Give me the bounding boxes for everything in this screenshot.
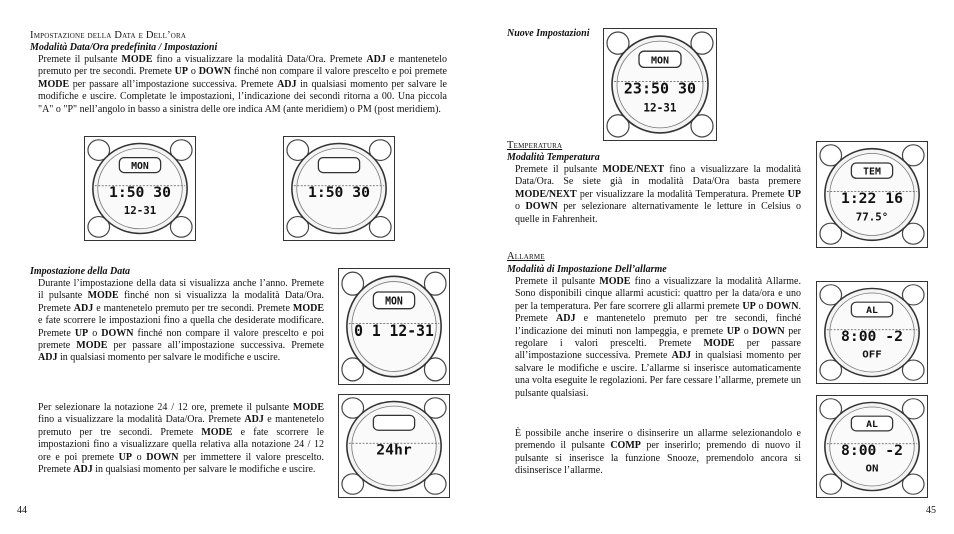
paragraph-date-setting [38, 278, 324, 365]
bold-term: MODE [599, 276, 631, 287]
bold-term: UP [787, 188, 801, 200]
bold-term: UP [726, 325, 741, 337]
watch-main-digits: 23:50 30 [623, 79, 697, 98]
bold-term: MODE/NEXT [602, 164, 665, 175]
text-run: per passare all’impostazione successiva. Premete [515, 338, 801, 362]
paragraph-24-12-notation [38, 402, 324, 476]
watch-bottom-digits: ON [865, 462, 879, 475]
bold-term: DOWN [752, 325, 785, 337]
watch-main-digits: 24hr [376, 442, 412, 459]
right-page [477, 0, 954, 534]
watch-main-digits: 1:50 30 [108, 185, 172, 201]
watch-image-alarm-off [816, 281, 928, 384]
paragraph-alarm-snooze [515, 428, 801, 478]
text-run: Premete il pulsante [38, 54, 122, 65]
watch-face-icon [339, 395, 449, 497]
text-run: per passare all’impostazione successiva. Premete [107, 340, 324, 352]
bold-term: ADJ [556, 313, 576, 325]
watch-face-icon [817, 396, 927, 497]
bold-term: UP [742, 300, 756, 312]
text-run: e mantenetelo premuto per tre secondi. Premete [38, 414, 324, 438]
watch-bottom-digits: OFF [862, 348, 882, 361]
text-run: fino a visualizzare la modalità Allarme. Sono disponibili cinque allarmi acustici: quattro per la data/ora e uno per la temperatura. Per fare scorrere gli allarmi premete [515, 276, 801, 312]
section-title-date-time: Impostazione della Data e Dell’ora [30, 30, 187, 41]
subsection-date-setting: Impostazione della Data [30, 266, 131, 277]
text-run: per regolare i valori prescelti. Premete [515, 325, 801, 350]
watch-main-digits: 1:22 16 [840, 191, 904, 208]
watch-face-icon [85, 137, 195, 240]
subsection-new-settings: Nuove Impostazioni [507, 28, 590, 39]
bold-term: MODE [38, 78, 70, 90]
bold-term: DOWN [198, 66, 231, 78]
bold-term: MODE [121, 54, 153, 65]
watch-image-24hr [338, 394, 450, 498]
text-run: e mantenetelo premuto per tre secondi, finché l’indicazione dei minuti non lampeggia, e premete [515, 313, 802, 337]
text-run: e mantenetelo premuto per tre secondi. Premete [93, 302, 293, 314]
bold-term: DOWN [525, 201, 558, 213]
section-title-temperature: Temperatura [507, 140, 563, 151]
text-run: Premete il pulsante [515, 276, 600, 287]
bold-term: MODE [87, 290, 119, 302]
watch-image-date [338, 268, 450, 385]
watch-image-time-blank [283, 136, 395, 241]
watch-face-icon [339, 269, 449, 384]
bold-term: UP [174, 66, 189, 78]
watch-bottom-digits: 77.5° [855, 210, 889, 224]
text-run: Per selezionare la notazione 24 / 12 ore, premete il pulsante [38, 402, 293, 413]
watch-face-icon [817, 282, 927, 383]
text-run: o [88, 327, 102, 339]
section-title-alarm: Allarme [507, 251, 545, 262]
text-run: finché non compare il valore prescelto e poi premete [38, 327, 325, 352]
paragraph-alarm [515, 276, 801, 400]
text-run: per visualizzare la modalità Temperatura. Premete [576, 188, 788, 200]
watch-image-alarm-on [816, 395, 928, 498]
text-run: . Premete [515, 300, 801, 325]
bold-term: DOWN [146, 451, 179, 463]
watch-top-label: MON [385, 296, 403, 308]
text-run: per immettere il valore prescelto. Premete [38, 451, 324, 476]
text-run: e fate scorrere le impostazioni fino a visualizzare quella relativa alla notazione 24 / 12 ore e poi premete [38, 426, 324, 463]
watch-top-label: MON [131, 161, 149, 172]
bold-term: ADJ [73, 464, 93, 476]
subsection-alarm-mode: Modalità di Impostazione Dell’allarme [507, 264, 667, 275]
watch-face-icon [284, 137, 394, 240]
text-run: finché non si visualizza la modalità Data/Ora. Premete [38, 290, 324, 314]
bold-term: ADJ [671, 350, 692, 362]
text-run: fino a visualizzare la modalità Data/Ora. Se siete già in modalità Data/Ora basta premere [515, 164, 801, 188]
bold-term: ADJ [277, 78, 297, 90]
text-run: in qualsiasi momento per salvare le modifiche e uscire. Completate le impostazioni, l’indicazione dei secondi ritorna a 00. Una piccola "A" o "P" nell’angolo in basso a sinistra delle ore indica AM (ante meridiem) o PM (post meridiem). [38, 78, 447, 115]
watch-top-label: MON [650, 55, 670, 67]
bold-term: ADJ [366, 54, 386, 65]
watch-main-digits: 8:00 -2 [840, 329, 904, 345]
watch-top-label: AL [866, 419, 878, 431]
bold-term: MODE [703, 338, 735, 350]
text-run: o [755, 300, 767, 312]
subsection-default-mode: Modalità Data/Ora predefinita / Impostazioni [30, 42, 218, 53]
paragraph-default-mode [38, 54, 447, 116]
text-run: o [132, 451, 147, 463]
watch-image-temperature [816, 141, 928, 248]
watch-top-label: TEM [863, 166, 881, 178]
paragraph-temperature [515, 164, 801, 226]
bold-term: ADJ [38, 352, 58, 364]
watch-top-label: AL [866, 305, 878, 317]
text-run: in qualsiasi momento per salvare le modifiche e uscire. L’allarme si inserisce automaticamente una volta eseguite le regolazioni. Per fare cessare l’allarme, premete un pulsante qualsiasi. [515, 350, 801, 399]
text-run: fino a visualizzare la modalità Data/Ora. Premete [152, 54, 367, 65]
text-run: finché non compare il valore prescelto e poi premete [230, 66, 447, 78]
watch-bottom-digits: 12-31 [123, 204, 157, 217]
bold-term: DOWN [766, 300, 799, 312]
text-run: per selezionare alternativamente le letture in Celsius o quelle in Fahrenheit. [515, 201, 802, 225]
text-run: o [740, 325, 753, 337]
watch-face-icon [817, 142, 927, 247]
text-run: in qualsiasi momento per salvare le modifiche e uscire. [92, 464, 316, 476]
text-run: per inserirlo; premendo di nuovo il pulsante si inserisce la funzione Snooze, premendolo ancora si disinserisce l’allarme. [515, 440, 801, 477]
watch-main-digits: 0 1 12-31 [354, 321, 434, 341]
bold-term: ADJ [244, 414, 264, 426]
watch-main-digits: 8:00 -2 [840, 443, 904, 459]
bold-term: UP [118, 451, 132, 463]
text-run: È possibile anche inserire o disinserire un allarme selezionandolo e premendo il pulsante [515, 428, 801, 452]
text-run: o [515, 201, 526, 213]
bold-term: ADJ [73, 302, 94, 314]
watch-image-date-time [84, 136, 196, 241]
bold-term: MODE [292, 302, 325, 314]
watch-image-new-settings [603, 28, 717, 141]
text-run: o [188, 66, 199, 78]
text-run: Durante l’impostazione della data si visualizza anche l’anno. Premete il pulsante [38, 278, 324, 302]
text-run: in qualsiasi momento per salvare le modifiche e uscire. [57, 352, 281, 364]
bold-term: MODE [201, 426, 233, 438]
page-number-right: 45 [926, 505, 936, 516]
bold-term: MODE [76, 340, 108, 352]
subsection-temperature-mode: Modalità Temperatura [507, 152, 600, 163]
bold-term: COMP [610, 440, 641, 452]
bold-term: MODE [292, 402, 324, 413]
watch-bottom-digits: 12-31 [643, 101, 677, 115]
watch-face-icon [604, 29, 716, 140]
text-run: Premete il pulsante [515, 164, 603, 175]
text-run: e fate scorrere le impostazioni fino a quella che desiderate modificare. Premete [38, 315, 324, 339]
text-run: per passare all’impostazione successiva. Premete [69, 78, 278, 90]
bold-term: UP [74, 327, 89, 339]
bold-term: DOWN [101, 327, 134, 339]
text-run: fino a visualizzare la modalità Data/Ora. Premete [38, 414, 245, 426]
text-run: e mantenetelo premuto per tre secondi. Premete [38, 54, 447, 78]
watch-main-digits: 1:50 30 [307, 185, 371, 201]
bold-term: MODE/NEXT [515, 188, 577, 200]
page-number-left: 44 [17, 505, 27, 516]
